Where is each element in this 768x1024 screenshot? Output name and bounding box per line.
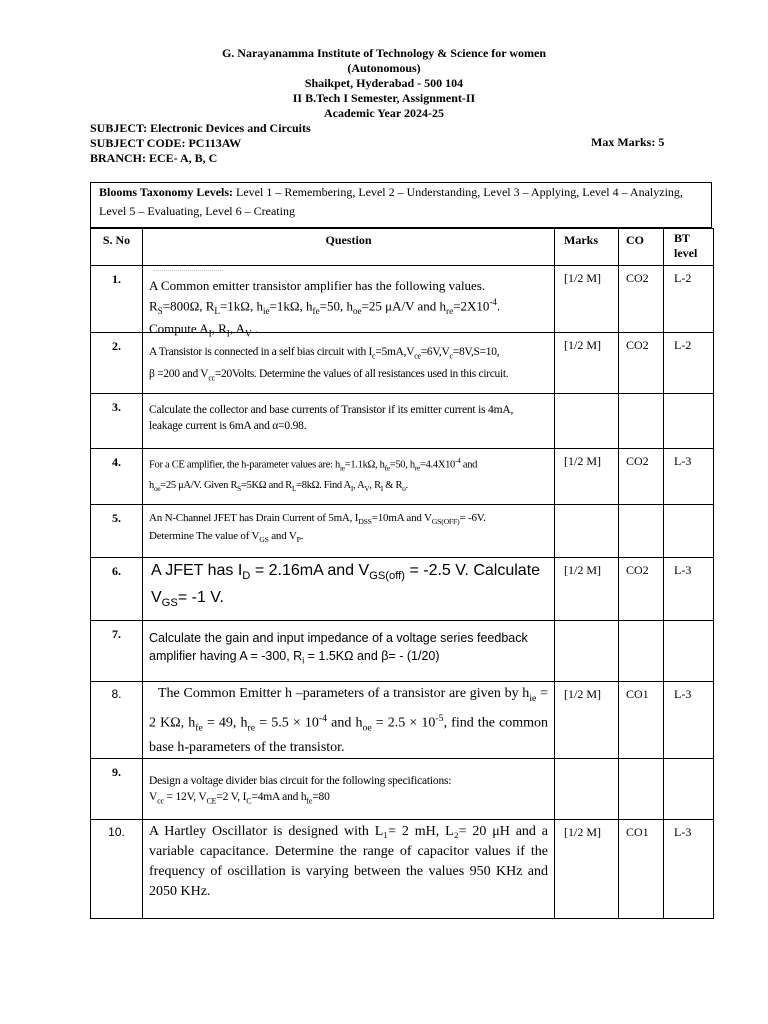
question-text: Calculate the collector and base currents of Transistor if its emitter current is 4mA, leakage current is 6mA and α=0.98. bbox=[149, 404, 514, 432]
table-row bbox=[91, 333, 714, 394]
row-bt bbox=[664, 759, 714, 820]
row-co: CO2 bbox=[619, 333, 664, 394]
branch: BRANCH: ECE- A, B, C bbox=[90, 151, 218, 165]
row-co bbox=[619, 505, 664, 558]
question-cell bbox=[143, 558, 555, 621]
question-cell bbox=[143, 621, 555, 682]
row-marks: [1/2 M] bbox=[555, 682, 619, 759]
question-cell bbox=[143, 449, 555, 505]
subject: SUBJECT: Electronic Devices and Circuits bbox=[90, 121, 311, 135]
semester-title: II B.Tech I Semester, Assignment-II bbox=[292, 91, 476, 105]
table-row bbox=[91, 621, 714, 682]
header-marks: Marks bbox=[555, 229, 619, 266]
row-marks: [1/2 M] bbox=[555, 333, 619, 394]
question-text: A Hartley Oscillator is designed with L₁= 2 mH, L₂= 20 μH and a variable capacitance. Determine the range of capacitor values if the frequency of oscillation is varying between the values 950 KHz and 2050 KHz. bbox=[149, 824, 548, 900]
question-cell bbox=[143, 505, 555, 558]
question-cell bbox=[143, 266, 555, 339]
question-text: Design a voltage divider bias circuit for the following specifications: $V_{cc} = 12V$, $V_{CE}=2$ V, $I_C=4mA$ and $h_{fe}=80$ bbox=[149, 775, 452, 806]
row-co bbox=[619, 394, 664, 449]
question-text: Calculate the gain and input impedance of a voltage series feedback amplifier having A = -300, $R_i = 1.5K\Omega$ and β= - (1/20) bbox=[149, 631, 528, 666]
row-marks bbox=[555, 505, 619, 558]
row-marks: [1/2 M] bbox=[555, 558, 619, 621]
table-header-row bbox=[91, 229, 714, 266]
row-sno: 5. bbox=[91, 505, 143, 558]
blooms-taxonomy-box bbox=[90, 182, 712, 228]
question-cell bbox=[143, 394, 555, 449]
row-marks bbox=[555, 759, 619, 820]
row-bt: L-3 bbox=[664, 820, 714, 919]
row-co: CO1 bbox=[619, 820, 664, 919]
blooms-text: Level 1 – Remembering, Level 2 – Understanding, Level 3 – Applying, Level 4 – Analyzing, Level 5 – Evaluating, Level 6 – Creating bbox=[99, 185, 683, 218]
row-sno: 1. bbox=[91, 266, 143, 333]
subject-code: SUBJECT CODE: PC113AW bbox=[90, 136, 242, 150]
row-bt: L-2 bbox=[664, 266, 714, 333]
row-sno: 3. bbox=[91, 394, 143, 449]
table-row bbox=[91, 558, 714, 621]
row-marks: [1/2 M] bbox=[555, 266, 619, 333]
header-question: Question bbox=[143, 229, 555, 266]
header-co: CO bbox=[619, 229, 664, 266]
row-marks: [1/2 M] bbox=[555, 449, 619, 505]
table-row bbox=[91, 759, 714, 820]
row-co bbox=[619, 621, 664, 682]
row-sno: 8. bbox=[91, 682, 143, 759]
row-bt bbox=[664, 505, 714, 558]
max-marks: Max Marks: 5 bbox=[591, 135, 665, 149]
question-cell bbox=[143, 759, 555, 820]
row-co: CO2 bbox=[619, 449, 664, 505]
row-marks bbox=[555, 394, 619, 449]
row-co bbox=[619, 759, 664, 820]
question-text: An N-Channel JFET has Drain Current of 5mA, $I_{DSS}=10mA$ and $V_{GS(OFF)}= -6V$. Determine The value of $V_{GS}$ and $V_P$. bbox=[149, 512, 486, 545]
table-row bbox=[91, 394, 714, 449]
row-sno: 7. bbox=[91, 621, 143, 682]
question-text: A Common emitter transistor amplifier has the following values. $R_S=800\Omega$, $R_L=1k\Omega$, $h_{ie}=1k\Omega$, $h_{fe}=50$, $h_{oe}=25$ μA/V and $h_{re}=2X10^{-4}$. Compute $A_I$, $R_I$, $A_V$ . bbox=[149, 278, 501, 339]
cropped-text-fragment bbox=[153, 266, 223, 271]
question-cell bbox=[143, 682, 555, 759]
row-sno: 6. bbox=[91, 558, 143, 621]
row-bt bbox=[664, 621, 714, 682]
row-marks bbox=[555, 621, 619, 682]
row-sno: 2. bbox=[91, 333, 143, 394]
row-bt: L-3 bbox=[664, 449, 714, 505]
academic-year: Academic Year 2024-25 bbox=[324, 106, 444, 120]
row-sno: 10. bbox=[91, 820, 143, 919]
table-row bbox=[91, 505, 714, 558]
address: Shaikpet, Hyderabad - 500 104 bbox=[304, 76, 464, 90]
question-cell bbox=[143, 333, 555, 394]
row-bt: L-3 bbox=[664, 558, 714, 621]
header-sno: S. No bbox=[91, 229, 143, 266]
table-row bbox=[91, 682, 714, 759]
question-text: A Transistor is connected in a self bias circuit with $I_c=5mA,V_{ce}=6V,V_c=8V,S=10$, β =200 and $V_{cc}=20Volts$. Determine the values of all resistances used in this circuit. bbox=[149, 346, 509, 383]
row-sno: 4. bbox=[91, 449, 143, 505]
row-sno: 9. bbox=[91, 759, 143, 820]
table-row bbox=[91, 449, 714, 505]
institute-name: G. Narayanamma Institute of Technology & Science for women bbox=[221, 46, 547, 60]
question-table bbox=[90, 228, 714, 919]
row-bt: L-2 bbox=[664, 333, 714, 394]
question-text: For a CE amplifier, the h-parameter values are: $h_{ie}=1.1k\Omega$, $h_{fe}=50$, $h_{re}=4.4X10^{-4}$ and $h_{oe}=25$ μA/V. Given $R_S=5K\Omega$ and $R_L=8k\Omega$. Find $A_I$, $A_V$, $R_I$ & $R_o$. bbox=[149, 456, 478, 493]
row-co: CO1 bbox=[619, 682, 664, 759]
table-row bbox=[91, 820, 714, 919]
blooms-label: Blooms Taxonomy Levels: bbox=[99, 185, 234, 199]
question-text: The Common Emitter h –parameters of a transistor are given by $h_{ie} = 2$ KΩ, $h_{fe} = 49$, $h_{re} = 5.5 \times 10^{-4}$ and $h_{oe} = 2.5 \times 10^{-5}$, find the common base h-parameters of the transistor. bbox=[149, 686, 549, 756]
row-co: CO2 bbox=[619, 266, 664, 333]
row-bt bbox=[664, 394, 714, 449]
row-marks: [1/2 M] bbox=[555, 820, 619, 919]
header-bt-level: BT level bbox=[664, 229, 714, 266]
question-text: A JFET has $I_D = 2.16mA$ and $V_{GS(off)} = -2.5$ V. Calculate $V_{GS}= -1$ V. bbox=[151, 562, 541, 610]
autonomous-label: (Autonomous) bbox=[347, 61, 421, 75]
question-cell bbox=[143, 820, 555, 919]
table-row bbox=[91, 266, 714, 333]
row-co: CO2 bbox=[619, 558, 664, 621]
row-bt: L-3 bbox=[664, 682, 714, 759]
